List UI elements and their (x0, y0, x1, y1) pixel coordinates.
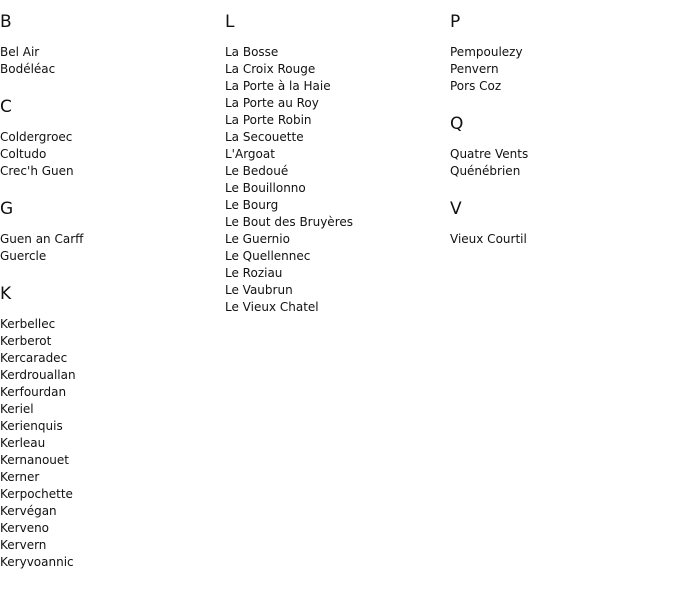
place-link[interactable]: Quatre Vents (450, 147, 529, 161)
place-list-item (225, 231, 445, 248)
place-list-item (450, 78, 670, 95)
place-list-item (0, 129, 220, 146)
index-column-2 (225, 10, 445, 333)
place-list-item (0, 367, 220, 384)
place-link[interactable]: Kerberot (0, 334, 52, 348)
place-link[interactable]: Kerpochette (0, 487, 73, 501)
place-list-item (450, 61, 670, 78)
place-list-item (0, 231, 220, 248)
letter-heading: K (0, 284, 12, 304)
place-link[interactable]: Kercaradec (0, 351, 68, 365)
place-list (0, 44, 220, 78)
place-link[interactable]: Kerfourdan (0, 385, 67, 399)
place-list-item (225, 282, 445, 299)
place-link[interactable]: Le Vaubrun (225, 283, 293, 297)
place-list-item (225, 248, 445, 265)
place-list-item (0, 163, 220, 180)
place-link[interactable]: Le Roziau (225, 266, 283, 280)
place-list-item (225, 78, 445, 95)
place-list-item (0, 333, 220, 350)
place-link[interactable]: Le Quellennec (225, 249, 311, 263)
place-link[interactable]: Crec'h Guen (0, 164, 74, 178)
place-link[interactable]: Guercle (0, 249, 47, 263)
place-link[interactable]: Le Vieux Chatel (225, 300, 319, 314)
place-list-item (450, 146, 670, 163)
place-list-item (0, 418, 220, 435)
place-link[interactable]: Keryvoannic (0, 555, 74, 569)
letter-heading: L (225, 12, 235, 32)
letter-group-p (450, 10, 670, 95)
place-link[interactable]: Kerveno (0, 521, 50, 535)
place-link[interactable]: Bel Air (0, 45, 40, 59)
place-link[interactable]: Vieux Courtil (450, 232, 527, 246)
place-list-item (0, 350, 220, 367)
place-list-item (225, 129, 445, 146)
place-list (450, 231, 670, 248)
place-list-item (0, 248, 220, 265)
place-link[interactable]: Pors Coz (450, 79, 502, 93)
place-link[interactable]: Penvern (450, 62, 499, 76)
place-list-item (450, 163, 670, 180)
place-list-item (225, 163, 445, 180)
place-link[interactable]: Quénébrien (450, 164, 521, 178)
place-link[interactable]: La Porte au Roy (225, 96, 319, 110)
place-list-item (225, 112, 445, 129)
place-list-item (0, 146, 220, 163)
letter-heading: V (450, 199, 462, 219)
place-list-item (0, 44, 220, 61)
place-link[interactable]: La Porte Robin (225, 113, 312, 127)
place-list-item (225, 265, 445, 282)
letter-heading: G (0, 199, 14, 219)
place-link[interactable]: Le Guernio (225, 232, 290, 246)
place-link[interactable]: Kerienquis (0, 419, 63, 433)
place-link[interactable]: Kernanouet (0, 453, 69, 467)
place-link[interactable]: Le Bedoué (225, 164, 289, 178)
place-list-item (225, 146, 445, 163)
place-link[interactable]: Le Bouillonno (225, 181, 306, 195)
place-link[interactable]: Kervern (0, 538, 47, 552)
place-link[interactable]: Kervégan (0, 504, 57, 518)
place-link[interactable]: Kerbellec (0, 317, 56, 331)
place-link[interactable]: Le Bout des Bruyères (225, 215, 353, 229)
place-link[interactable]: La Bosse (225, 45, 279, 59)
place-list-item (225, 214, 445, 231)
letter-heading: P (450, 12, 461, 32)
place-link[interactable]: L'Argoat (225, 147, 275, 161)
place-list-item (0, 435, 220, 452)
place-link[interactable]: Keriel (0, 402, 34, 416)
place-list-item (225, 197, 445, 214)
place-list (0, 316, 220, 571)
place-list (225, 44, 445, 316)
letter-group-k (0, 282, 220, 571)
letter-group-v (450, 197, 670, 248)
place-list-item (225, 61, 445, 78)
place-list-item (0, 554, 220, 571)
place-list (0, 129, 220, 180)
place-list-item (225, 180, 445, 197)
place-link[interactable]: La Croix Rouge (225, 62, 316, 76)
letter-group-q (450, 112, 670, 180)
place-link[interactable]: Pempoulezy (450, 45, 523, 59)
place-list-item (0, 401, 220, 418)
place-list-item (0, 61, 220, 78)
place-list-item (0, 469, 220, 486)
letter-heading: Q (450, 114, 464, 134)
letter-group-c (0, 95, 220, 180)
place-link[interactable]: Coldergroec (0, 130, 73, 144)
letter-heading: C (0, 97, 12, 117)
place-link[interactable]: Coltudo (0, 147, 47, 161)
place-link[interactable]: La Porte à la Haie (225, 79, 331, 93)
place-list-item (0, 316, 220, 333)
letter-group-l (225, 10, 445, 316)
place-link[interactable]: Le Bourg (225, 198, 279, 212)
place-list (450, 146, 670, 180)
place-link[interactable]: Kerleau (0, 436, 46, 450)
index-column-3 (450, 10, 670, 265)
place-list-item (0, 537, 220, 554)
place-list-item (0, 503, 220, 520)
place-list-item (0, 452, 220, 469)
place-list-item (0, 520, 220, 537)
place-list-item (225, 95, 445, 112)
index-column-1 (0, 10, 220, 588)
place-list-item (225, 299, 445, 316)
place-list-item (0, 486, 220, 503)
place-list-item (225, 44, 445, 61)
place-link[interactable]: Kerner (0, 470, 40, 484)
place-link[interactable]: Guen an Carff (0, 232, 84, 246)
place-list-item (450, 44, 670, 61)
place-link[interactable]: La Secouette (225, 130, 304, 144)
place-link[interactable]: Kerdrouallan (0, 368, 76, 382)
place-list-item (0, 384, 220, 401)
letter-group-g (0, 197, 220, 265)
place-list-item (450, 231, 670, 248)
place-list (450, 44, 670, 95)
place-list (0, 231, 220, 265)
letter-heading: B (0, 12, 12, 32)
letter-group-b (0, 10, 220, 78)
place-link[interactable]: Bodéléac (0, 62, 56, 76)
